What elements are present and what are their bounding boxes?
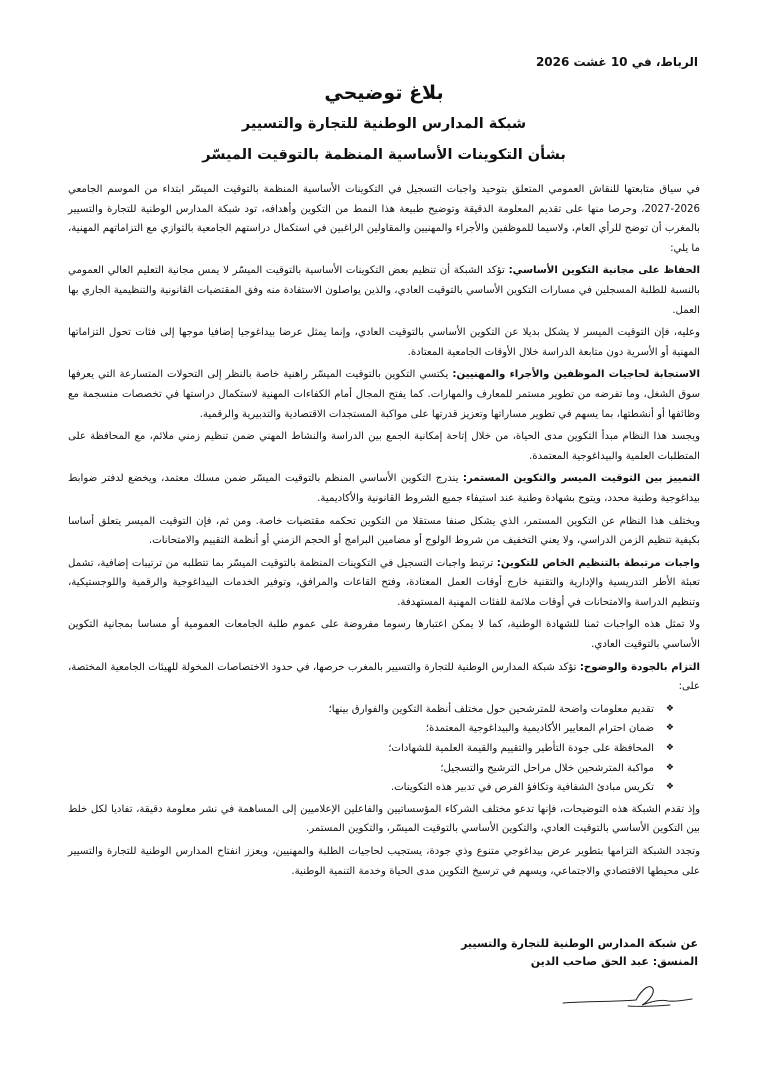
section-paragraph	[68, 469, 700, 508]
signature-org: عن شبكة المدارس الوطنية للتجارة والتسيير	[461, 937, 698, 950]
section-extra-paragraph: ويجسد هذا النظام مبدأ التكوين مدى الحياة، من خلال إتاحة إمكانية الجمع بين الدراسة والنشاط المهني ضمن تنظيم زمني ملائم، مع المحافظة على المتطلبات العلمية والبيداغوجية المعتمدة.	[68, 431, 700, 462]
signature-block	[461, 935, 698, 971]
closing-paragraph: وإذ تقدم الشبكة هذه التوضيحات، فإنها تدعو مختلف الشركاء المؤسساتيين والفاعلين الإعلاميين إلى المساهمة في نشر معلومة دقيقة، تفاديا لكل خلط بين التكوين الأساسي بالتوقيت العادي، والتكوين الأساسي بالتوقيت الميسّر، والتكوين المستمر.	[68, 803, 700, 835]
section-text: يكتسي التكوين بالتوقيت الميسّر راهنية خاصة بالنظر إلى التحولات المتسارعة التي يعرفها سوق الشغل، وما تفرضه من تطوير مستمر للمعارف والمهارات. كما يفتح المجال أمام الكفاءات المهنية لاستكمال دراستها في تخصصات منسجمة مع وظائفها أو أنشطتها، بما يسهم في تطوير مساراتها وتعزيز قدرتها على مواكبة المستجدات الاقتصادية والتدبيرية والرقمية.	[68, 369, 700, 420]
handwritten-signature-icon	[558, 975, 698, 1015]
section-text: تؤكد الشبكة أن تنظيم بعض التكوينات الأساسية بالتوقيت الميسّر لا يمس مجانية التعليم العالي العمومي بالنسبة للطلبة المسجلين في مسارات التكوين الأساسي بالتوقيت العادي، والذين يواصلون الاستفادة منه وفق المقتضيات القانونية والتنظيمية الجاري بها العمل.	[68, 265, 700, 316]
intro-paragraph: في سياق متابعتها للنقاش العمومي المتعلق بتوحيد واجبات التسجيل في التكوينات الأساسية المنظمة بالتوقيت الميسّر ابتداء من الموسم الجامعي 2026-2027، وحرصا منها على تقديم المعلومة الدقيقة وتوضيح طبيعة هذا النمط من التكوين وأهدافه، تود شبكة المدارس الوطنية للتجارة والتسيير بالمغرب أن توضح للرأي العام، ولاسيما للموظفين والأجراء والمهنيين والمقاولين الراغبين في استكمال دراستهم الجامعية بالتوازي مع التزاماتهم المهنية، ما يلي:	[68, 184, 700, 254]
diamond-bullet-icon: ❖	[665, 782, 674, 793]
document-subtitle-topic: بشأن التكوينات الأساسية المنظمة بالتوقيت الميسّر	[202, 147, 566, 163]
list-item	[68, 700, 674, 720]
list-item-text: تكريس مبادئ الشفافية وتكافؤ الفرص في تدبير هذه التكوينات.	[390, 782, 654, 794]
section-paragraph	[68, 554, 700, 613]
signature-coordinator: المنسق: عبد الحق صاحب الدين	[530, 955, 698, 968]
section-extra-paragraph: ولا تمثل هذه الواجبات ثمنا للشهادة الوطنية، كما لا يمكن اعتبارها رسوما مفروضة على عموم طلبة الجامعات العمومية أو مساسا بمجانية التكوين الأساسي بالتوقيت العادي.	[68, 619, 700, 651]
section-text: تؤكد شبكة المدارس الوطنية للتجارة والتسيير بالمغرب حرصها، في حدود الاختصاصات المخولة للهيئات الجامعية المختصة، على:	[68, 661, 700, 693]
section-extra-paragraph: وعليه، فإن التوقيت الميسر لا يشكل بديلا عن التكوين الأساسي بالتوقيت العادي، وإنما يمثل عرضا بيداغوجيا إضافيا موجها إلى فئات تحول التزاماتها المهنية أو الأسرية دون متابعة الدراسة خلال الأوقات الجامعية المعتادة.	[68, 327, 700, 358]
list-item	[68, 759, 674, 779]
section-paragraph	[68, 658, 700, 697]
section-extra-paragraph: ويختلف هذا النظام عن التكوين المستمر، الذي يشكل صنفا مستقلا من التكوين تحكمه مقتضيات خاصة. ومن ثم، فإن التوقيت الميسر يتعلق أساسا بكيفية تنظيم الزمن الدراسي، ولا يعني التخفيف من شروط الولوج أو مضامين البرامج أو الحجم الزمني أو أنظمة التقييم والامتحانات.	[68, 515, 700, 547]
diamond-bullet-icon: ❖	[665, 743, 674, 754]
list-item	[68, 778, 674, 798]
section-text: ترتبط واجبات التسجيل في التكوينات المنظمة بالتوقيت الميسّر بما تتطلبه من ترتيبات إضافية، تشمل تعبئة الأطر التدريسية والإدارية والتقنية خارج أوقات العمل المعتادة، وفتح القاعات والمرافق، وتوفير الخدمات البيداغوجية والرقمية واللوجستيكية، وتنظيم الدراسة والامتحانات في أوقات ملائمة للفئات المهنية المستهدفة.	[68, 557, 700, 608]
diamond-bullet-icon: ❖	[665, 723, 674, 734]
document-subtitle-org: شبكة المدارس الوطنية للتجارة والتسيير	[241, 116, 527, 132]
section-heading: التزام بالجودة والوضوح:	[579, 661, 700, 673]
diamond-bullet-icon: ❖	[665, 762, 674, 773]
list-item-text: مواكبة المترشحين خلال مراحل الترشيح والتسجيل؛	[440, 762, 654, 774]
section-heading: الاستجابة لحاجيات الموظفين والأجراء والمهنيين:	[452, 369, 700, 381]
section-heading: التمييز بين التوقيت الميسر والتكوين المستمر:	[462, 473, 701, 485]
list-item-text: ضمان احترام المعايير الأكاديمية والبيداغوجية المعتمدة؛	[425, 723, 654, 735]
document-date: الرباط، في 10 غشت 2026	[535, 55, 698, 69]
section-heading: واجبات مرتبطة بالتنظيم الخاص للتكوين:	[496, 557, 700, 569]
section-heading: الحفاظ على مجانية التكوين الأساسي:	[508, 265, 701, 277]
section-paragraph	[68, 261, 700, 320]
section-text: يندرج التكوين الأساسي المنظم بالتوقيت الميسّر ضمن مسلك معتمد، ويخضع لدفتر ضوابط بيداغوجية وطنية محدد، ويتوج بشهادة وطنية عند استيفاء جميع الشروط القانونية والأكاديمية.	[68, 473, 700, 504]
commitments-list	[68, 700, 700, 798]
document-body	[68, 180, 700, 884]
closing-paragraph: وتجدد الشبكة التزامها بتطوير عرض بيداغوجي متنوع وذي جودة، يستجيب لحاجيات الطلبة والمهنيين، ويعزز انفتاح المدارس الوطنية للتجارة والتسيير على محيطها الاقتصادي والاجتماعي، ويسهم في ترسيخ التكوين مدى الحياة وخدمة التنمية الوطنية.	[68, 846, 700, 877]
list-item-text: تقديم معلومات واضحة للمترشحين حول مختلف أنظمة التكوين والفوارق بينها؛	[328, 703, 654, 715]
list-item-text: المحافظة على جودة التأطير والتقييم والقيمة العلمية للشهادات؛	[388, 743, 654, 755]
list-item	[68, 739, 674, 759]
list-item	[68, 719, 674, 739]
diamond-bullet-icon: ❖	[665, 703, 674, 714]
section-paragraph	[68, 365, 700, 424]
document-title: بلاغ توضيحي	[324, 82, 444, 104]
